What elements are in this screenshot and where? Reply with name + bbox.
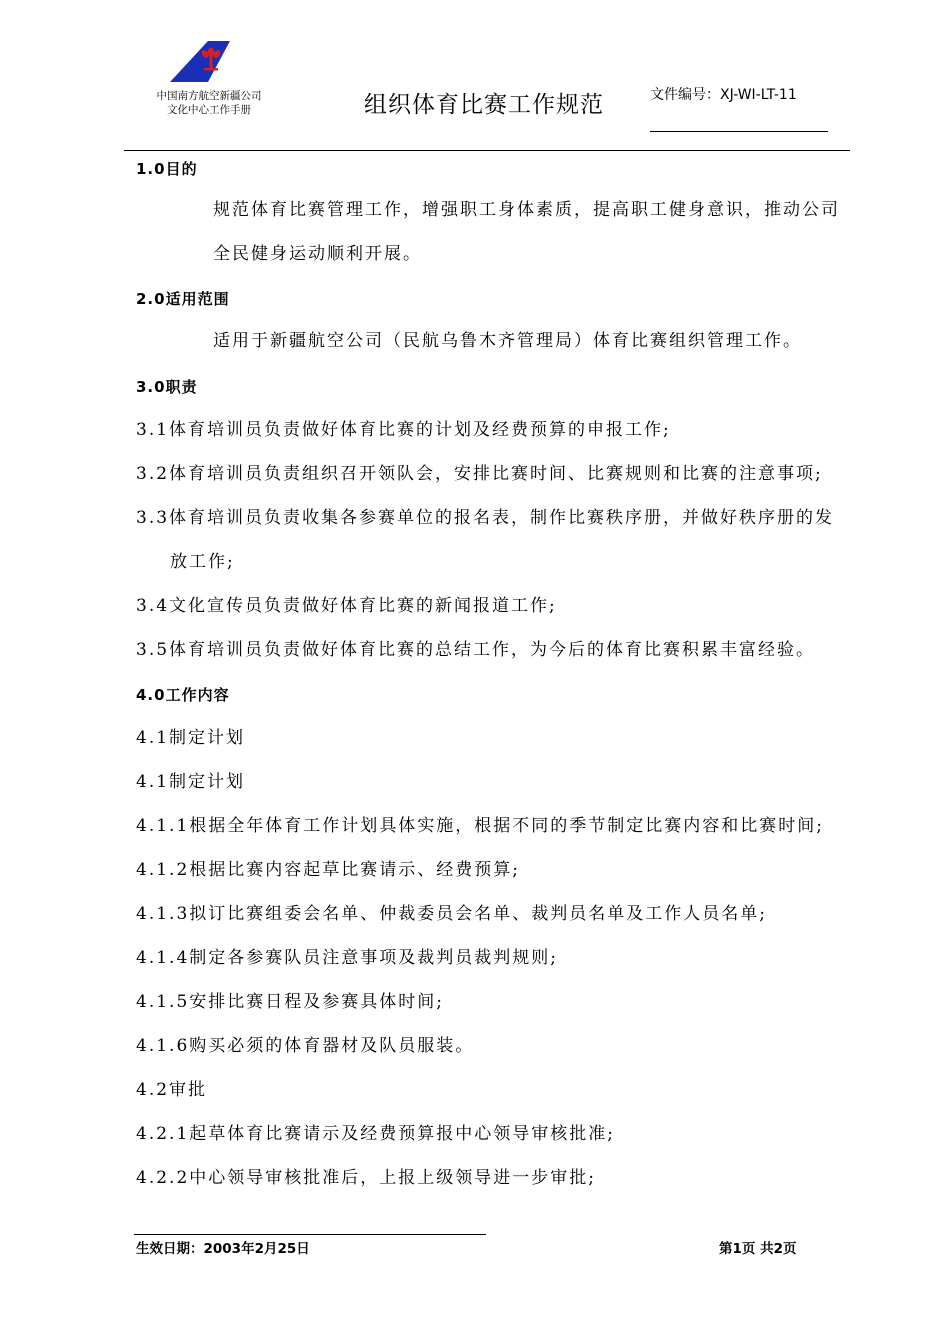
header-divider xyxy=(124,150,850,151)
paragraph-line: 规范体育比赛管理工作，增强职工身体素质，提高职工健身意识，推动公司 xyxy=(213,200,840,220)
subsection-heading: 4.1制定计划 xyxy=(136,728,246,748)
manual-name: 文化中心工作手册 xyxy=(167,104,251,116)
list-item-continuation: 放工作; xyxy=(170,552,235,572)
footer-divider xyxy=(134,1234,486,1235)
list-item: 4.2.1起草体育比赛请示及经费预算报中心领导审核批准; xyxy=(136,1124,615,1144)
document-number-underline xyxy=(650,131,828,132)
list-item: 3.2体育培训员负责组织召开领队会，安排比赛时间、比赛规则和比赛的注意事项; xyxy=(136,464,823,484)
section-heading: 3.0职责 xyxy=(136,378,198,396)
subsection-heading: 4.1制定计划 xyxy=(136,772,246,792)
company-name: 中国南方航空新疆公司 xyxy=(156,90,262,102)
paragraph-line: 全民健身运动顺利开展。 xyxy=(213,244,422,264)
list-item: 4.1.3拟订比赛组委会名单、仲裁委员会名单、裁判员名单及工作人员名单; xyxy=(136,904,767,924)
list-item: 4.1.2根据比赛内容起草比赛请示、经费预算; xyxy=(136,860,520,880)
list-item: 3.5体育培训员负责做好体育比赛的总结工作，为今后的体育比赛积累丰富经验。 xyxy=(136,640,816,660)
list-item: 3.1体育培训员负责做好体育比赛的计划及经费预算的申报工作; xyxy=(136,420,671,440)
list-item: 3.3体育培训员负责收集各参赛单位的报名表，制作比赛秩序册，并做好秩序册的发 xyxy=(136,508,835,528)
page-number: 第1页 共2页 xyxy=(719,1241,797,1257)
document-number: 文件编号：XJ-WI-LT-11 xyxy=(650,87,797,103)
list-item: 4.1.4制定各参赛队员注意事项及裁判员裁判规则; xyxy=(136,948,558,968)
list-item: 4.1.1根据全年体育工作计划具体实施，根据不同的季节制定比赛内容和比赛时间; xyxy=(136,816,824,836)
list-item: 4.2.2中心领导审核批准后，上报上级领导进一步审批; xyxy=(136,1168,596,1188)
section-heading: 4.0工作内容 xyxy=(136,686,230,704)
section-heading: 2.0适用范围 xyxy=(136,290,230,308)
list-item: 4.1.6购买必须的体育器材及队员服装。 xyxy=(136,1036,475,1056)
kapok-logo-icon xyxy=(168,38,232,84)
list-item: 4.1.5安排比赛日程及参赛具体时间; xyxy=(136,992,444,1012)
effective-date: 生效日期：2003年2月25日 xyxy=(136,1241,310,1257)
list-item: 3.4文化宣传员负责做好体育比赛的新闻报道工作; xyxy=(136,596,557,616)
section-heading: 1.0目的 xyxy=(136,160,198,178)
subsection-heading: 4.2审批 xyxy=(136,1080,208,1100)
document-title: 组织体育比赛工作规范 xyxy=(364,92,604,118)
paragraph-line: 适用于新疆航空公司（民航乌鲁木齐管理局）体育比赛组织管理工作。 xyxy=(213,331,802,351)
